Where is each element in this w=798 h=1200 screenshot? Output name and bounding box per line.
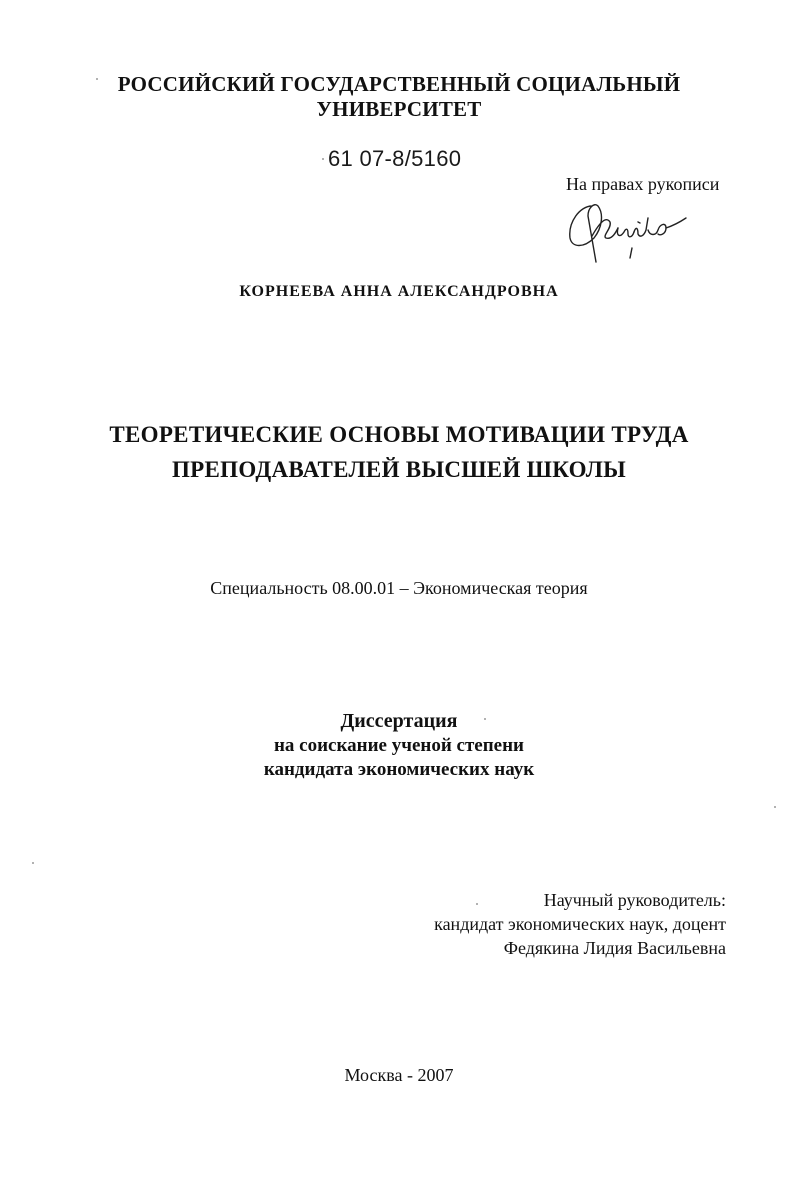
place-year: Москва - 2007 [344,1065,454,1085]
catalog-number: 61 07-8/5160 [328,146,462,171]
specialty: Специальность 08.00.01 – Экономическая теория [210,578,588,598]
degree-line-2: кандидата экономических наук [263,759,535,780]
manuscript-rights: На правах рукописи [566,174,720,194]
title-line-2: ПРЕПОДАВАТЕЛЕЙ ВЫСШЕЙ ШКОЛЫ [171,457,627,482]
supervisor-label: Научный руководитель: [543,890,726,910]
scan-speck [322,158,324,160]
signature-image [562,192,694,268]
scan-speck [476,903,478,905]
author-name: КОРНЕЕВА АННА АЛЕКСАНДРОВНА [239,283,559,300]
title-line-1: ТЕОРЕТИЧЕСКИЕ ОСНОВЫ МОТИВАЦИИ ТРУДА [109,422,689,447]
supervisor-name: Федякина Лидия Васильевна [503,938,726,958]
university-name-line-2: УНИВЕРСИТЕТ [316,97,482,121]
scan-speck [484,718,486,720]
supervisor-degree: кандидат экономических наук, доцент [434,914,726,934]
scan-speck [32,862,34,864]
scan-speck [96,78,98,80]
university-name-line-1: РОССИЙСКИЙ ГОСУДАРСТВЕННЫЙ СОЦИАЛЬНЫЙ [117,72,681,96]
scan-speck [774,806,776,808]
degree-line-1: на соискание ученой степени [273,735,524,756]
dissertation-label: Диссертация [340,710,458,732]
